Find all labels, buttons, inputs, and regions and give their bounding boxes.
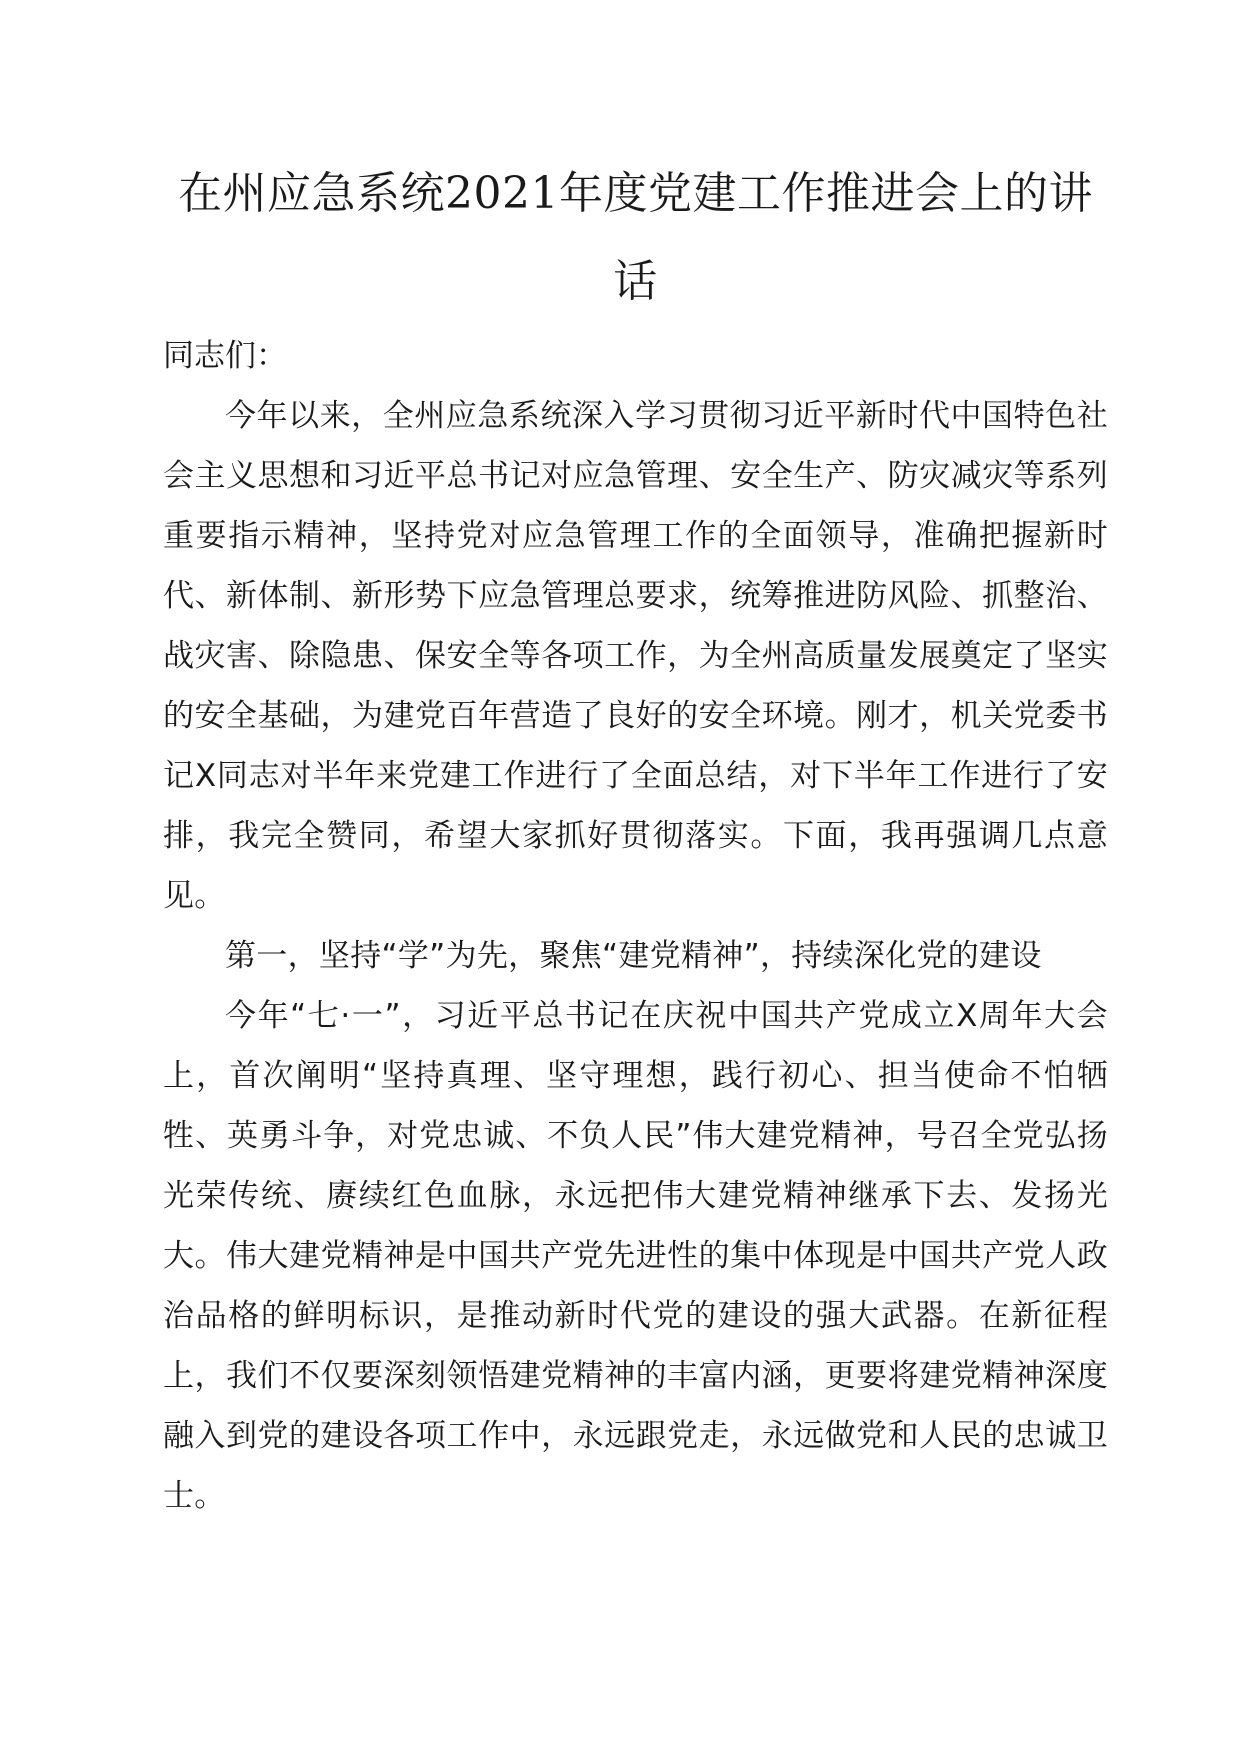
salutation: 同志们： [163,338,287,374]
document-title: 在州应急系统2021年度党建工作推进会上的讲话 [178,168,1093,307]
document-page [163,150,1108,1526]
paragraph-section-1: 今年“七·一”，习近平总书记在庆祝中国共产党成立X周年大会上，首次阐明“坚持真理、坚守理想，践行初心、担当使命不怕牺牲、英勇斗争，对党忠诚、不负人民”伟大建党精神，号召全党弘扬光荣传统、赓续红色血脉，永远把伟大建党精神继承下去、发扬光大。伟大建党精神是中国共产党先进性的集中体现是中国共产党人政治品格的鲜明标识，是推动新时代党的建设的强大武器。在新征程上，我们不仅要深刻领悟建党精神的丰富内涵，更要将建党精神深度融入到党的建设各项工作中，永远跟党走，永远做党和人民的忠诚卫士。 [163,998,1108,1514]
paragraph-intro: 今年以来，全州应急系统深入学习贯彻习近平新时代中国特色社会主义思想和习近平总书记对应急管理、安全生产、防灾减灾等系列重要指示精神，坚持党对应急管理工作的全面领导，准确把握新时代、新体制、新形势下应急管理总要求，统筹推进防风险、抓整治、战灾害、除隐患、保安全等各项工作，为全州高质量发展奠定了坚实的安全基础，为建党百年营造了良好的安全环境。刚才，机关党委书记X同志对半年来党建工作进行了全面总结，对下半年工作进行了安排，我完全赞同，希望大家抓好贯彻落实。下面，我再强调几点意见。 [163,398,1108,914]
section-heading-1: 第一，坚持“学”为先，聚焦“建党精神”，持续深化党的建设 [225,938,1042,974]
